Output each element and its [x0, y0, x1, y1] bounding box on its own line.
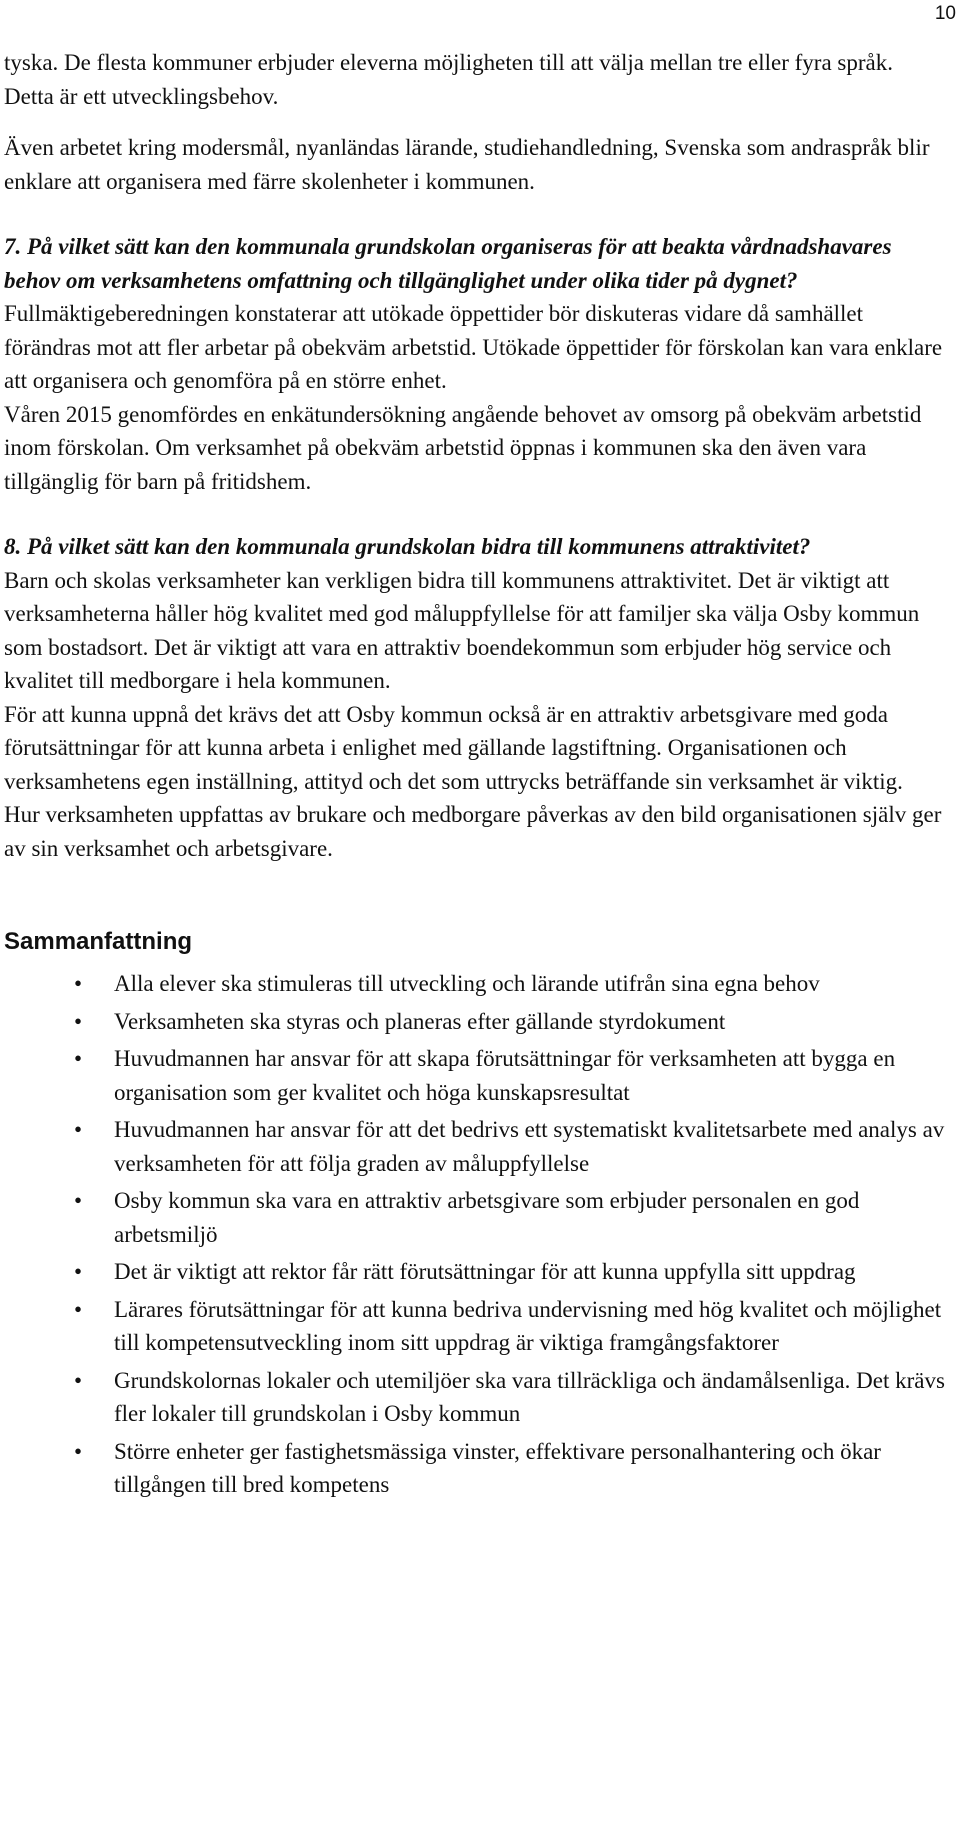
summary-item-text: Det är viktigt att rektor får rätt förutsättningar för att kunna uppfylla sitt uppdrag [114, 1259, 856, 1284]
question-7-answer: Fullmäktigeberedningen konstaterar att utökade öppettider bör diskuteras vidare då samhället förändras mot att fler arbetar på obekväm arbetstid. Utökade öppettider för förskolan kan vara enklare att organisera och genomföra på en större enhet. [4, 301, 943, 393]
summary-list-item [4, 1364, 954, 1431]
bullet-icon: • [74, 1367, 83, 1393]
summary-list [4, 967, 944, 1502]
summary-item-text: Huvudmannen har ansvar för att skapa förutsättningar för verksamheten att bygga en organisation som ger kvalitet och höga kunskapsresultat [114, 1046, 896, 1105]
question-8-heading: 8. På vilket sätt kan den kommunala grundskolan bidra till kommunens attraktivitet? [4, 534, 811, 559]
bullet-icon: • [74, 1438, 83, 1464]
bullet-icon: • [74, 1188, 83, 1213]
summary-item-text: Lärares förutsättningar för att kunna bedriva undervisning med hög kvalitet och möjlighet till kompetensutveckling inom sitt uppdrag är viktiga framgångsfaktorer [114, 1296, 942, 1355]
bullet-icon: • [74, 1117, 83, 1142]
intro-paragraph: Även arbetet kring modersmål, nyanländas lärande, studiehandledning, Svenska som andraspråk blir enklare att organisera med färre skolenheter i kommunen. [4, 135, 930, 194]
summary-list-item [4, 1005, 954, 1039]
intro-paragraph: tyska. De flesta kommuner erbjuder eleverna möjligheten till att välja mellan tre eller fyra språk. Detta är ett utvecklingsbehov. [4, 50, 893, 109]
page-content [4, 46, 944, 1506]
bullet-icon: • [74, 1259, 83, 1284]
summary-list-item [4, 1113, 954, 1180]
bullet-icon: • [74, 1008, 83, 1034]
question-7-answer: Våren 2015 genomfördes en enkätundersökning angående behovet av omsorg på obekväm arbetstid inom förskolan. Om verksamhet på obekväm arbetstid öppnas i kommunen ska den även vara tillgänglig för barn på fritidshem. [4, 401, 922, 494]
summary-list-item [4, 1435, 954, 1502]
summary-item-text: Grundskolornas lokaler och utemiljöer ska vara tillräckliga och ändamålsenliga. Det krävs fler lokaler till grundskolan i Osby kommun [114, 1367, 945, 1426]
bullet-icon: • [74, 1046, 83, 1071]
question-7-heading: 7. På vilket sätt kan den kommunala grundskolan organiseras för att beakta vårdnadshavares behov om verksamhetens omfattning och tillgänglighet under olika tider på dygnet? [4, 234, 892, 293]
summary-item-text: Osby kommun ska vara en attraktiv arbetsgivare som erbjuder personalen en god arbetsmiljö [114, 1188, 860, 1247]
summary-list-item [4, 1255, 954, 1289]
summary-heading: Sammanfattning [4, 928, 193, 955]
summary-item-text: Verksamheten ska styras och planeras efter gällande styrdokument [114, 1008, 726, 1034]
question-8-answer: För att kunna uppnå det krävs det att Osby kommun också är en attraktiv arbetsgivare med goda förutsättningar för att kunna arbeta i enlighet med gällande lagstiftning. Organisationen och verksamhetens egen inställning, attityd och det som uttrycks beträffande sin verksamhet är viktig. Hur verksamheten uppfattas av brukare och medborgare påverkas av den bild organisationen själv ger av sin verksamhet och arbetsgivare. [4, 701, 942, 861]
summary-list-item [4, 1293, 954, 1360]
summary-list-item [4, 1042, 954, 1109]
page-number: 10 [934, 3, 956, 24]
bullet-icon: • [74, 1296, 83, 1322]
bullet-icon: • [74, 971, 83, 996]
summary-item-text: Större enheter ger fastighetsmässiga vinster, effektivare personalhantering och ökar tillgången till bred kompetens [114, 1438, 881, 1497]
question-8-answer: Barn och skolas verksamheter kan verkligen bidra till kommunens attraktivitet. Det är viktigt att verksamheterna håller hög kvalitet med god måluppfyllelse för att familjer ska välja Osby kommun som bostadsort. Det är viktigt att vara en attraktiv boendekommun som erbjuder hög service och kvalitet till medborgare i hela kommunen. [4, 567, 920, 693]
summary-item-text: Alla elever ska stimuleras till utveckling och lärande utifrån sina egna behov [114, 971, 820, 996]
summary-list-item [4, 1184, 954, 1251]
summary-item-text: Huvudmannen har ansvar för att det bedrivs ett systematiskt kvalitetsarbete med analys av verksamheten för att följa graden av måluppfyllelse [114, 1117, 945, 1176]
summary-list-item [4, 967, 954, 1001]
